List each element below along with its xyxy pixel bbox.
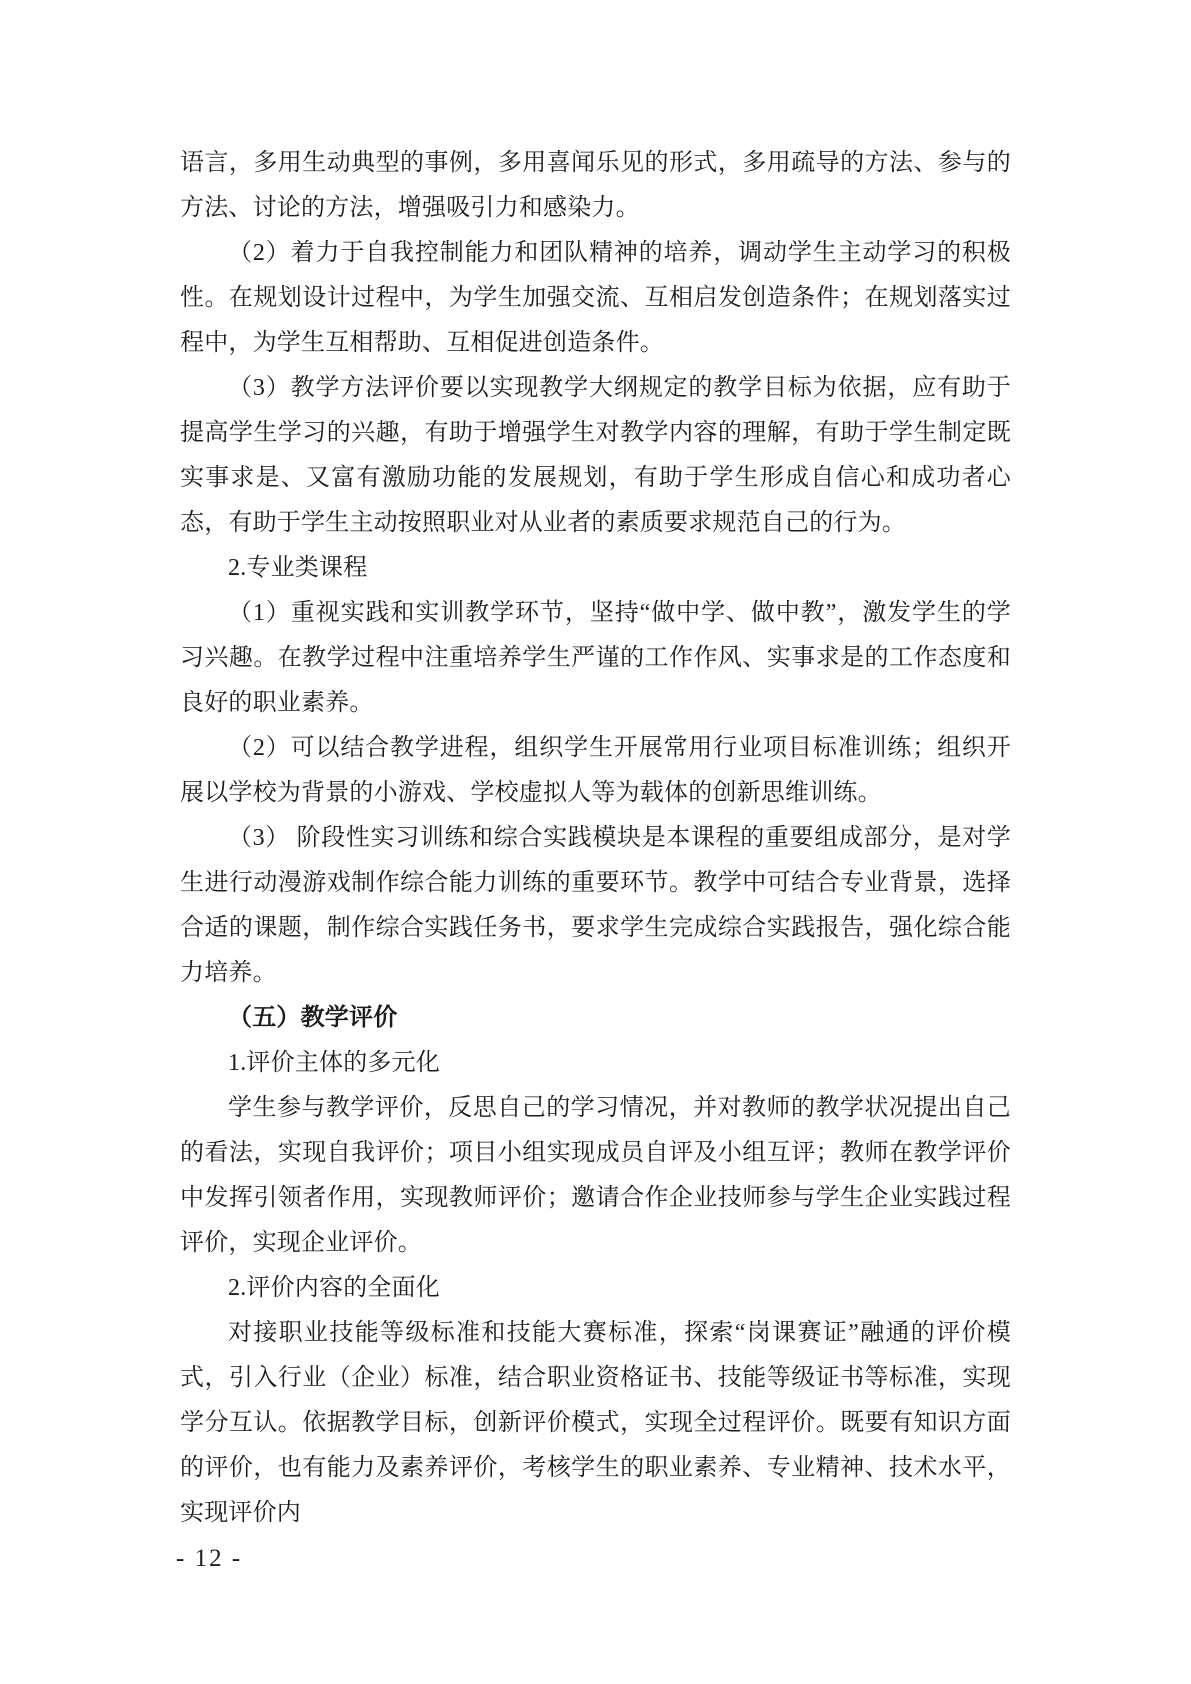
list-item-2-heading: 2.专业类课程 (228, 555, 368, 581)
paragraph-continuation: 语言，多用生动典型的事例，多用喜闻乐见的形式，多用疏导的方法、参与的方法、讨论的方法，增强吸引力和感染力。 (180, 150, 1011, 221)
page-number: - 12 - (176, 1545, 243, 1572)
paragraph-item-2: （2）着力于自我控制能力和团队精神的培养，调动学生主动学习的积极性。在规划设计过程中，为学生加强交流、互相启发创造条件；在规划落实过程中，为学生互相帮助、互相促进创造条件。 (180, 240, 1011, 356)
paragraph-evaluation-1: 学生参与教学评价，反思自己的学习情况，并对教师的教学状况提出自己的看法，实现自我评价；项目小组实现成员自评及小组互评；教师在教学评价中发挥引领者作用，实现教师评价；邀请合作企业技师参与学生企业实践过程评价，实现企业评价。 (180, 1095, 1011, 1256)
paragraph-item-3: （3）教学方法评价要以实现教学大纲规定的教学目标为依据，应有助于提高学生学习的兴趣，有助于增强学生对教学内容的理解，有助于学生制定既实事求是、又富有激励功能的发展规划，有助于学生形成自信心和成功者心态，有助于学生主动按照职业对从业者的素质要求规范自己的行为。 (180, 375, 1011, 536)
paragraph-evaluation-2: 对接职业技能等级标准和技能大赛标准，探索“岗课赛证”融通的评价模式，引入行业（企业）标准，结合职业资格证书、技能等级证书等标准，实现学分互认。依据教学目标，创新评价模式，实现全过程评价。既要有知识方面的评价，也有能力及素养评价，考核学生的职业素养、专业精神、技术水平，实现评价内 (180, 1320, 1011, 1526)
paragraph-item-3b: （3） 阶段性实习训练和综合实践模块是本课程的重要组成部分，是对学生进行动漫游戏制作综合能力训练的重要环节。教学中可结合专业背景，选择合适的课题，制作综合实践任务书，要求学生完成综合实践报告，强化综合能力培养。 (180, 825, 1011, 986)
subsection-heading-2: 2.评价内容的全面化 (228, 1275, 440, 1301)
subsection-heading-1: 1.评价主体的多元化 (228, 1050, 440, 1076)
paragraph-item-2b: （2）可以结合教学进程，组织学生开展常用行业项目标准训练；组织开展以学校为背景的小游戏、学校虚拟人等为载体的创新思维训练。 (180, 735, 1011, 806)
document-body (180, 141, 1011, 1536)
paragraph-item-1: （1）重视实践和实训教学环节，坚持“做中学、做中教”，激发学生的学习兴趣。在教学过程中注重培养学生严谨的工作作风、实事求是的工作态度和良好的职业素养。 (180, 600, 1011, 716)
section-heading-5: （五）教学评价 (228, 1005, 398, 1031)
